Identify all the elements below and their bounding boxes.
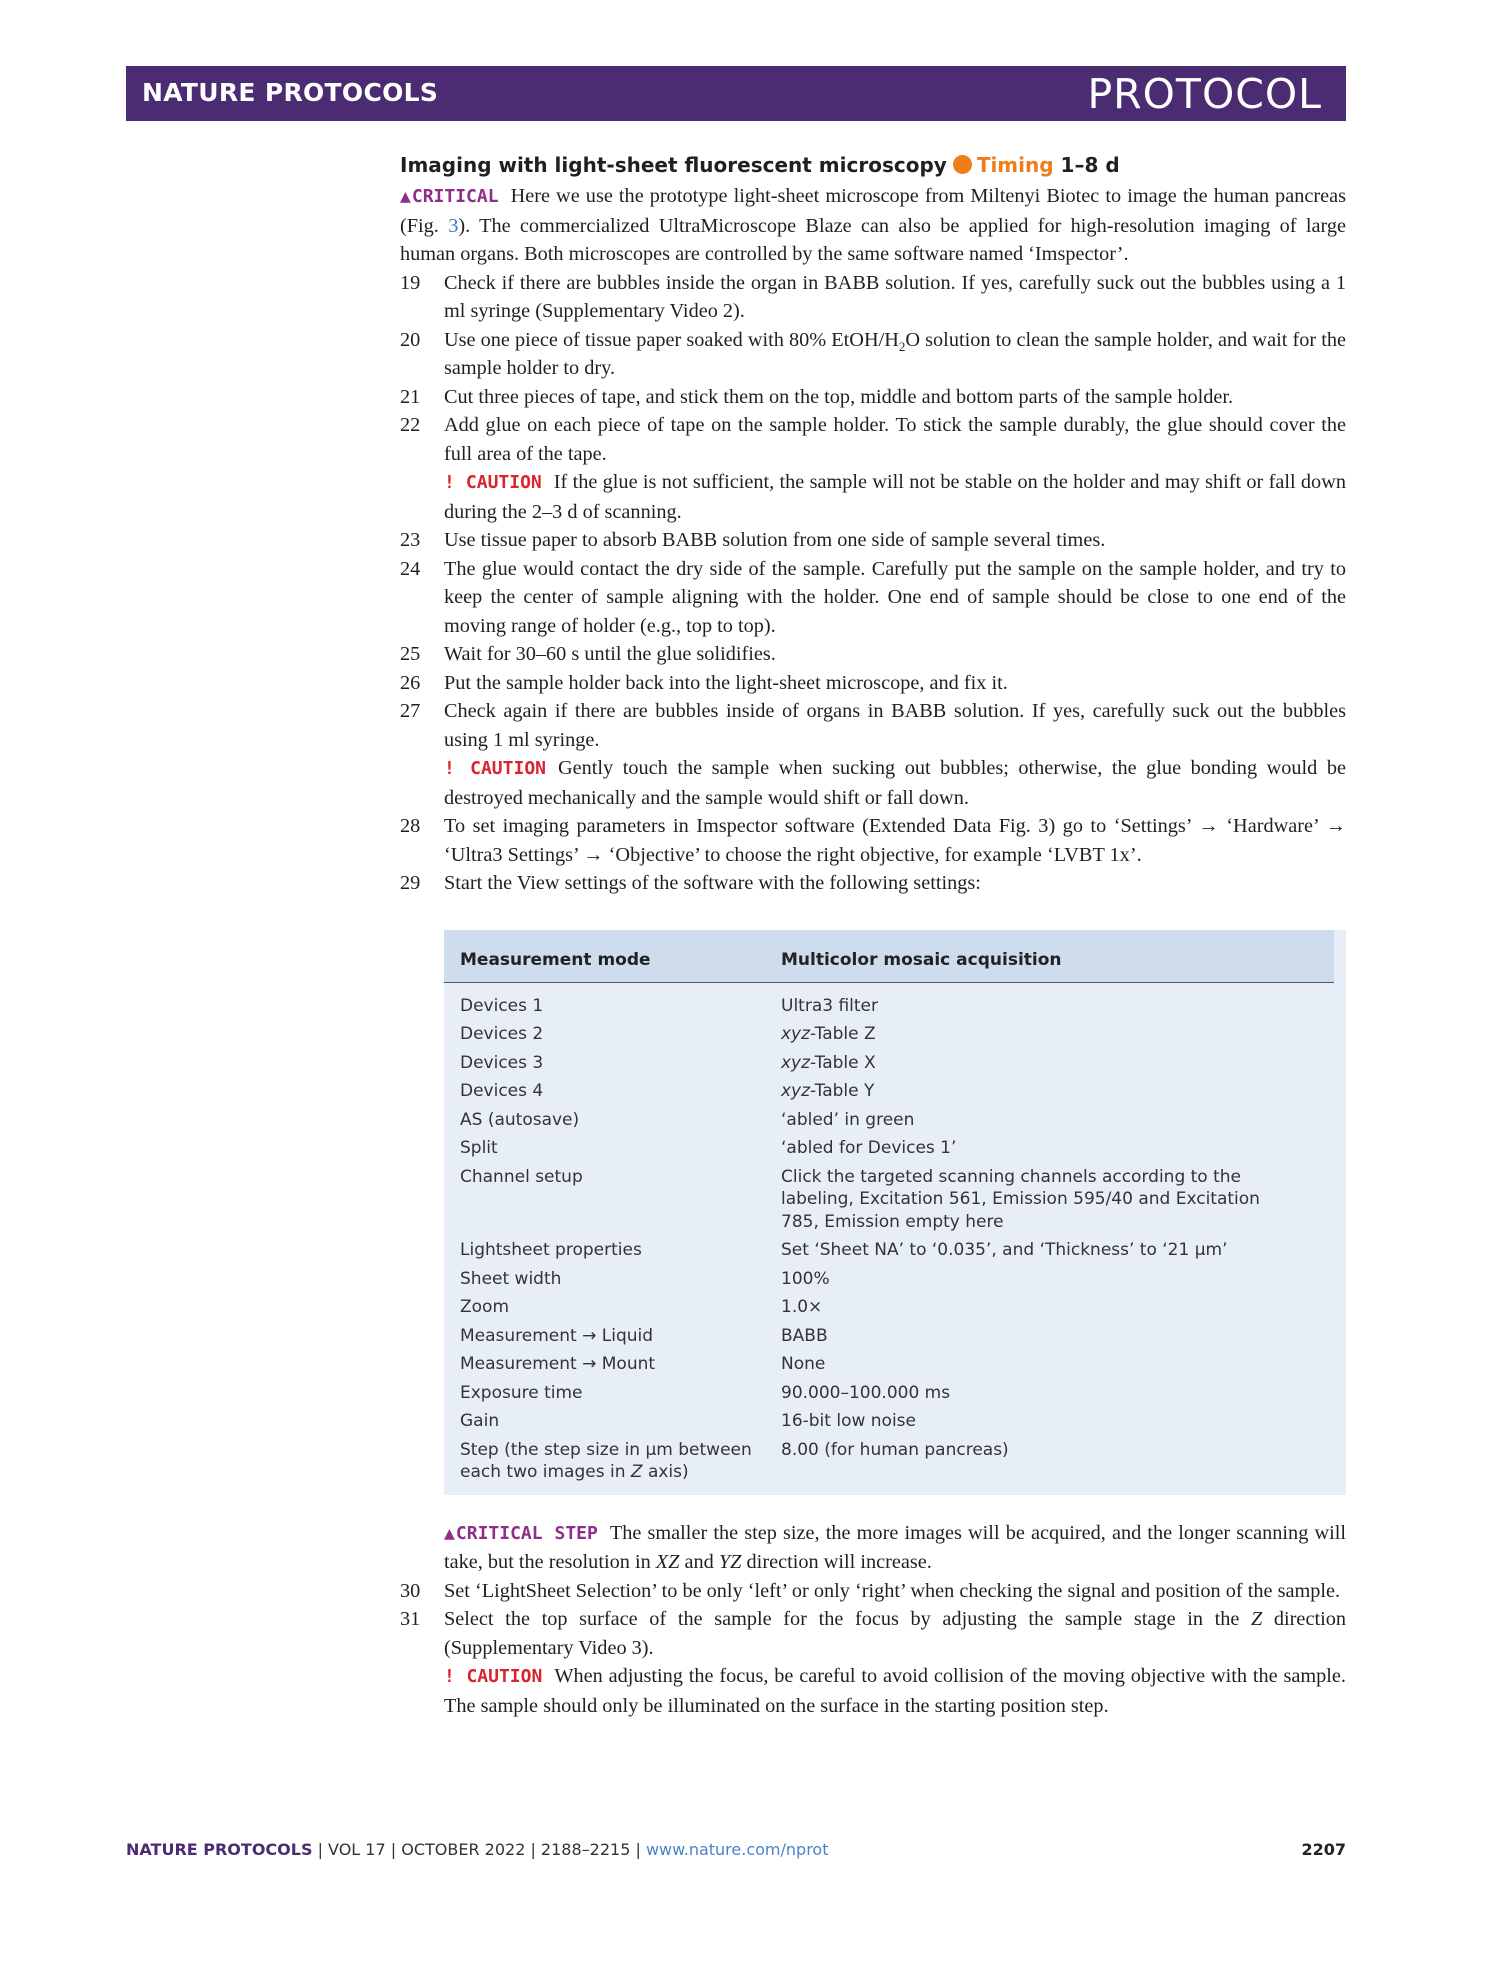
italic-z: Z <box>1251 1608 1263 1630</box>
column-header: Multicolor mosaic acquisition <box>781 949 1062 970</box>
table-cell: 1.0× <box>781 1297 823 1317</box>
section-title: Imaging with light-sheet fluorescent microscopy <box>400 153 947 177</box>
table-row <box>444 1353 1346 1376</box>
step-30 <box>400 1577 1346 1606</box>
step-text: Start the View settings of the software with the following settings: <box>444 872 981 894</box>
step-text: Select the top surface of the sample for the focus by adjusting the sample stage in the <box>444 1608 1251 1630</box>
journal-link[interactable]: www.nature.com/nprot <box>645 1840 829 1859</box>
step-28 <box>400 812 1346 869</box>
table-cell: 8.00 (for human pancreas) <box>781 1439 1009 1460</box>
table-cell: Channel setup <box>460 1166 583 1187</box>
table-cell: BABB <box>781 1325 828 1346</box>
step-20 <box>400 326 1346 383</box>
critical-step-note <box>400 1519 1346 1577</box>
table-cell: Sheet width <box>460 1268 562 1289</box>
timing-dot-icon <box>953 155 972 174</box>
critical-note <box>400 182 1346 269</box>
step-text: Use one piece of tissue paper soaked with 80% EtOH/H <box>444 328 899 351</box>
table-row <box>444 1109 1346 1132</box>
critical-tag: ▲CRITICAL <box>400 186 499 207</box>
caution-tag: ! CAUTION <box>444 1666 543 1687</box>
step-number: 30 <box>400 1579 421 1602</box>
timing-label: Timing <box>976 153 1054 177</box>
step-text: Put the sample holder back into the light-sheet microscope, and fix it. <box>444 671 1008 694</box>
step-number: 23 <box>400 529 421 551</box>
table-cell: Zoom <box>460 1297 510 1317</box>
table-cell <box>765 1052 1300 1075</box>
table-cell <box>444 1439 765 1484</box>
page-number: 2207 <box>1301 1840 1346 1859</box>
table-cell: Lightsheet properties <box>460 1240 642 1260</box>
step-number: 24 <box>400 557 421 580</box>
table-row <box>444 1325 1346 1348</box>
table-cell: Devices 3 <box>460 1052 544 1073</box>
table-cell: 90.000–100.000 ms <box>781 1382 951 1403</box>
step-22 <box>400 411 1346 468</box>
table-cell: Click the targeted scanning channels according to the labeling, Excitation 561, Emission 595/40 and Excitation 785, Emission empty here <box>781 1166 1260 1232</box>
footer-journal: NATURE PROTOCOLS <box>126 1840 313 1859</box>
step-number: 21 <box>400 385 421 408</box>
subscript: 2 <box>898 338 906 354</box>
step-text: Check if there are bubbles inside the organ in BABB solution. If yes, carefully suck out the bubbles using a 1 ml syringe (Supplementary Video 2). <box>444 271 1346 322</box>
critical-text: Here we use the prototype light-sheet microscope from Miltenyi Biotec to image the human pancreas (Fig. <box>400 185 1346 237</box>
table-cell: Devices 1 <box>460 995 544 1016</box>
table-row <box>444 995 1346 1018</box>
table-cell: AS (autosave) <box>460 1109 580 1130</box>
step-21 <box>400 383 1346 412</box>
table-cell: 100% <box>781 1268 830 1289</box>
caution-31 <box>400 1662 1346 1720</box>
step-text-cont: direction (Supplementary Video 3). <box>444 1608 1346 1659</box>
italic-prefix: xyz <box>781 1081 811 1101</box>
step-number: 22 <box>400 414 421 436</box>
table-row <box>444 1239 1346 1262</box>
table-row <box>444 1166 1346 1234</box>
step-text-cont: O solution to clean the sample holder, and wait for the sample holder to dry. <box>444 328 1346 379</box>
caution-tag: ! CAUTION <box>444 758 546 779</box>
cell-text: -Table X <box>810 1052 876 1073</box>
table-cell: Ultra3 filter <box>781 995 879 1016</box>
step-number: 19 <box>400 271 421 294</box>
critical-step-text-cont: and <box>679 1551 719 1573</box>
caution-27 <box>400 754 1346 812</box>
timing-value: 1–8 d <box>1060 153 1120 177</box>
italic-xz: XZ <box>655 1551 680 1573</box>
cell-text-cont: axis) <box>642 1462 689 1482</box>
italic-prefix: xyz <box>781 1024 811 1044</box>
step-text: Add glue on each piece of tape on the sample holder. To stick the sample durably, the glue should cover the full area of the tape. <box>444 414 1346 465</box>
cell-text: -Table Y <box>810 1081 875 1101</box>
critical-step-text: The smaller the step size, the more images will be acquired, and the longer scanning will take, but the resolution in <box>444 1521 1347 1573</box>
table-cell: ‘abled’ in green <box>781 1109 915 1130</box>
table-cell: None <box>781 1354 826 1374</box>
step-number: 26 <box>400 671 421 694</box>
italic-prefix: xyz <box>781 1052 811 1073</box>
step-number: 27 <box>400 700 421 722</box>
step-text: Use tissue paper to absorb BABB solution from one side of sample several times. <box>444 529 1106 551</box>
table-row <box>444 1052 1346 1075</box>
journal-name: NATURE PROTOCOLS <box>142 78 439 107</box>
step-number: 20 <box>400 328 421 351</box>
step-text: Wait for 30–60 s until the glue solidifies. <box>444 643 776 665</box>
caution-text: Gently touch the sample when sucking out bubbles; otherwise, the glue bonding would be destroyed mechanically and the sample would shift or fall down. <box>444 757 1346 809</box>
step-text: Check again if there are bubbles inside of organs in BABB solution. If yes, carefully suck out the bubbles using 1 ml syringe. <box>444 700 1346 751</box>
table-cell: Devices 4 <box>460 1081 544 1101</box>
table-cell <box>765 1080 1300 1103</box>
page-footer <box>126 1840 1346 1859</box>
step-19 <box>400 269 1346 326</box>
caution-22 <box>400 468 1346 526</box>
step-23 <box>400 526 1346 555</box>
table-row <box>444 1410 1346 1433</box>
table-header <box>444 930 1334 983</box>
cell-text: Step (the step size in μm between each two images in <box>460 1439 752 1482</box>
critical-step-tag: ▲CRITICAL STEP <box>444 1522 598 1544</box>
section-heading <box>400 150 1346 180</box>
step-number: 28 <box>400 815 421 837</box>
table-cell: 16-bit low noise <box>781 1411 916 1431</box>
footer-issue: | VOL 17 | OCTOBER 2022 | 2188–2215 | <box>312 1840 646 1859</box>
table-cell: Measurement → Mount <box>460 1354 656 1374</box>
table-cell <box>765 1023 1300 1046</box>
settings-table <box>444 930 1346 1495</box>
step-text: The glue would contact the dry side of the sample. Carefully put the sample on the sample holder, and try to keep the center of sample aligning with the holder. One end of sample should be close to one end of the moving range of holder (e.g., top to top). <box>444 557 1346 637</box>
journal-banner <box>126 66 1346 121</box>
step-29 <box>400 869 1346 898</box>
table-body <box>444 983 1346 1495</box>
caution-tag: ! CAUTION <box>444 472 542 493</box>
step-number: 29 <box>400 872 421 894</box>
italic-axis: Z <box>630 1462 643 1482</box>
table-row <box>444 1268 1346 1291</box>
figure-link[interactable]: 3 <box>448 214 459 237</box>
step-text: Cut three pieces of tape, and stick them on the top, middle and bottom parts of the sample holder. <box>444 385 1234 408</box>
critical-text-cont: ). The commercialized UltraMicroscope Blaze can also be applied for high-resolution imaging of large human organs. Both microscopes are controlled by the same software named ‘Imspector’. <box>400 214 1346 265</box>
step-24 <box>400 555 1346 641</box>
step-26 <box>400 669 1346 698</box>
step-27 <box>400 697 1346 754</box>
table-cell: ‘abled for Devices 1’ <box>781 1138 957 1158</box>
table-cell: Gain <box>460 1411 500 1431</box>
caution-text: If the glue is not sufficient, the sample will not be stable on the holder and may shift or fall down during the 2–3 d of scanning. <box>444 471 1346 523</box>
critical-step-text-end: direction will increase. <box>741 1551 932 1573</box>
table-cell: Exposure time <box>460 1382 583 1403</box>
table-row <box>444 1023 1346 1046</box>
table-cell: Set ‘Sheet NA’ to ‘0.035’, and ‘Thickness’ to ‘21 μm’ <box>781 1240 1228 1260</box>
step-text: Set ‘LightSheet Selection’ to be only ‘left’ or only ‘right’ when checking the signal and position of the sample. <box>444 1579 1341 1602</box>
table-cell: Devices 2 <box>460 1024 544 1044</box>
step-number: 31 <box>400 1608 421 1630</box>
table-row <box>444 1382 1346 1405</box>
step-text: To set imaging parameters in Imspector software (Extended Data Fig. 3) go to ‘Settings’ → ‘Hardware’ → ‘Ultra3 Settings’ → ‘Objective’ to choose the right objective, for example ‘LVBT 1x’. <box>444 815 1346 866</box>
table-cell: Split <box>460 1138 498 1158</box>
table-row <box>444 1296 1346 1319</box>
article-body <box>400 150 1346 1720</box>
table-row <box>444 1137 1346 1160</box>
table-cell: Measurement → Liquid <box>460 1325 654 1346</box>
article-type: PROTOCOL <box>1087 70 1322 118</box>
italic-yz: YZ <box>718 1551 742 1573</box>
table-row <box>444 1439 1346 1484</box>
step-number: 25 <box>400 643 421 665</box>
caution-text: When adjusting the focus, be careful to avoid collision of the moving objective with the sample. The sample should only be illuminated on the surface in the starting position step. <box>444 1665 1346 1717</box>
cell-text: -Table Z <box>810 1024 876 1044</box>
step-25 <box>400 640 1346 669</box>
step-31 <box>400 1605 1346 1662</box>
table-row <box>444 1080 1346 1103</box>
column-header: Measurement mode <box>460 949 651 970</box>
